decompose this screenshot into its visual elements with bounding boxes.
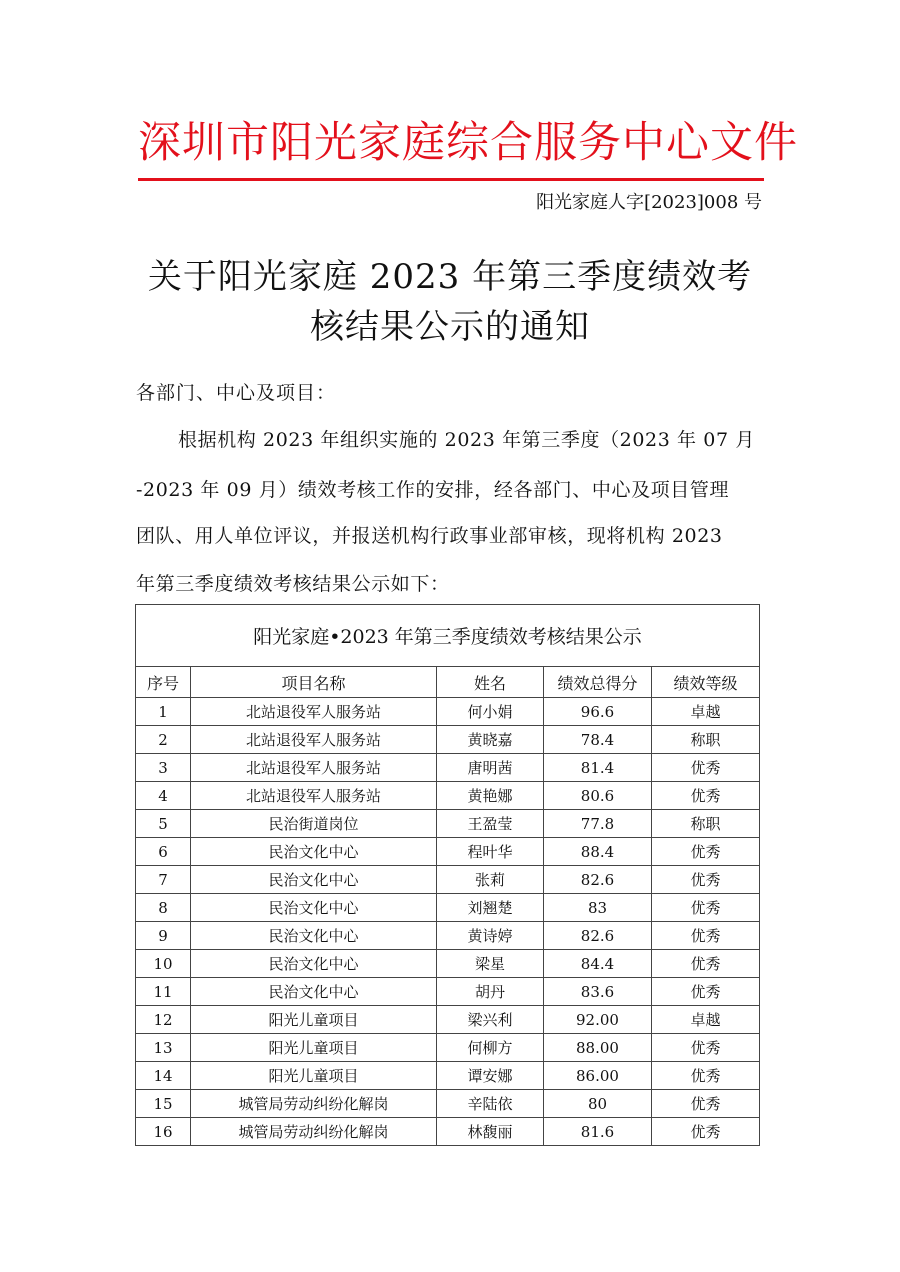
cell-name: 辛陆依 <box>437 1090 544 1118</box>
cell-score: 80.6 <box>544 782 652 810</box>
cell-index: 7 <box>136 866 191 894</box>
cell-grade: 优秀 <box>652 922 760 950</box>
cell-grade: 优秀 <box>652 782 760 810</box>
cell-project: 民治文化中心 <box>191 922 437 950</box>
notice-title-line-1: 关于阳光家庭 2023 年第三季度绩效考 <box>147 257 753 297</box>
cell-name: 梁兴利 <box>437 1006 544 1034</box>
table-header-row <box>136 667 760 698</box>
cell-index: 6 <box>136 838 191 866</box>
table-row <box>136 726 760 754</box>
cell-name: 胡丹 <box>437 978 544 1006</box>
cell-index: 8 <box>136 894 191 922</box>
salutation: 各部门、中心及项目： <box>136 382 337 404</box>
cell-score: 96.6 <box>544 698 652 726</box>
cell-project: 民治文化中心 <box>191 838 437 866</box>
cell-score: 88.00 <box>544 1034 652 1062</box>
cell-index: 14 <box>136 1062 191 1090</box>
column-header-name: 姓名 <box>437 667 544 698</box>
column-header-index: 序号 <box>136 667 191 698</box>
cell-index: 2 <box>136 726 191 754</box>
cell-grade: 优秀 <box>652 950 760 978</box>
cell-score: 80 <box>544 1090 652 1118</box>
body-paragraph-line-4: 年第三季度绩效考核结果公示如下： <box>136 573 450 595</box>
cell-grade: 卓越 <box>652 1006 760 1034</box>
cell-project: 北站退役军人服务站 <box>191 698 437 726</box>
cell-index: 16 <box>136 1118 191 1146</box>
cell-name: 程叶华 <box>437 838 544 866</box>
table-caption: 阳光家庭•2023 年第三季度绩效考核结果公示 <box>136 605 760 667</box>
cell-name: 黄诗婷 <box>437 922 544 950</box>
document-number: 阳光家庭人字[2023]008 号 <box>536 192 762 213</box>
table-row <box>136 978 760 1006</box>
table-row <box>136 1062 760 1090</box>
cell-grade: 优秀 <box>652 1034 760 1062</box>
table-row <box>136 1006 760 1034</box>
cell-name: 王盈莹 <box>437 810 544 838</box>
cell-project: 阳光儿童项目 <box>191 1062 437 1090</box>
table-row <box>136 1118 760 1146</box>
cell-grade: 优秀 <box>652 838 760 866</box>
cell-score: 81.4 <box>544 754 652 782</box>
table-row <box>136 922 760 950</box>
table-row <box>136 782 760 810</box>
cell-index: 11 <box>136 978 191 1006</box>
column-header-grade: 绩效等级 <box>652 667 760 698</box>
cell-name: 谭安娜 <box>437 1062 544 1090</box>
cell-grade: 优秀 <box>652 894 760 922</box>
cell-index: 13 <box>136 1034 191 1062</box>
table-row <box>136 950 760 978</box>
cell-project: 民治街道岗位 <box>191 810 437 838</box>
cell-project: 民治文化中心 <box>191 894 437 922</box>
cell-index: 12 <box>136 1006 191 1034</box>
column-header-score: 绩效总得分 <box>544 667 652 698</box>
notice-title-line-2: 核结果公示的通知 <box>310 307 590 347</box>
cell-score: 78.4 <box>544 726 652 754</box>
cell-index: 9 <box>136 922 191 950</box>
cell-grade: 称职 <box>652 810 760 838</box>
cell-score: 81.6 <box>544 1118 652 1146</box>
table-row <box>136 838 760 866</box>
cell-project: 城管局劳动纠纷化解岗 <box>191 1118 437 1146</box>
cell-score: 82.6 <box>544 922 652 950</box>
letterhead-title: 深圳市阳光家庭综合服务中心文件 <box>138 118 798 168</box>
cell-score: 88.4 <box>544 838 652 866</box>
cell-grade: 优秀 <box>652 1090 760 1118</box>
cell-grade: 优秀 <box>652 1062 760 1090</box>
cell-index: 3 <box>136 754 191 782</box>
cell-grade: 优秀 <box>652 978 760 1006</box>
cell-name: 唐明茜 <box>437 754 544 782</box>
cell-name: 梁星 <box>437 950 544 978</box>
body-paragraph-line-2: -2023 年 09 月）绩效考核工作的安排，经各部门、中心及项目管理 <box>136 479 730 501</box>
cell-project: 民治文化中心 <box>191 950 437 978</box>
cell-grade: 称职 <box>652 726 760 754</box>
cell-project: 北站退役军人服务站 <box>191 782 437 810</box>
table-row <box>136 754 760 782</box>
cell-name: 黄艳娜 <box>437 782 544 810</box>
cell-name: 黄晓嘉 <box>437 726 544 754</box>
cell-name: 林馥丽 <box>437 1118 544 1146</box>
cell-score: 86.00 <box>544 1062 652 1090</box>
cell-project: 城管局劳动纠纷化解岗 <box>191 1090 437 1118</box>
letterhead-red-rule <box>138 178 764 181</box>
cell-index: 4 <box>136 782 191 810</box>
table-row <box>136 894 760 922</box>
table-row <box>136 1034 760 1062</box>
table-row <box>136 810 760 838</box>
cell-grade: 优秀 <box>652 754 760 782</box>
table-row <box>136 698 760 726</box>
cell-grade: 卓越 <box>652 698 760 726</box>
body-paragraph-line-1: 根据机构 2023 年组织实施的 2023 年第三季度（2023 年 07 月 <box>178 429 755 451</box>
cell-project: 民治文化中心 <box>191 866 437 894</box>
cell-name: 何小娟 <box>437 698 544 726</box>
table-row <box>136 866 760 894</box>
cell-score: 82.6 <box>544 866 652 894</box>
cell-project: 民治文化中心 <box>191 978 437 1006</box>
cell-score: 83 <box>544 894 652 922</box>
cell-grade: 优秀 <box>652 866 760 894</box>
cell-score: 84.4 <box>544 950 652 978</box>
cell-grade: 优秀 <box>652 1118 760 1146</box>
cell-project: 北站退役军人服务站 <box>191 726 437 754</box>
cell-name: 刘翘楚 <box>437 894 544 922</box>
body-paragraph-line-3: 团队、用人单位评议，并报送机构行政事业部审核，现将机构 2023 <box>136 525 723 547</box>
results-table <box>135 604 760 1146</box>
cell-project: 北站退役军人服务站 <box>191 754 437 782</box>
column-header-project: 项目名称 <box>191 667 437 698</box>
cell-project: 阳光儿童项目 <box>191 1034 437 1062</box>
cell-index: 1 <box>136 698 191 726</box>
cell-name: 张莉 <box>437 866 544 894</box>
cell-score: 92.00 <box>544 1006 652 1034</box>
cell-index: 10 <box>136 950 191 978</box>
cell-score: 83.6 <box>544 978 652 1006</box>
table-row <box>136 1090 760 1118</box>
cell-score: 77.8 <box>544 810 652 838</box>
cell-index: 15 <box>136 1090 191 1118</box>
cell-project: 阳光儿童项目 <box>191 1006 437 1034</box>
cell-index: 5 <box>136 810 191 838</box>
cell-name: 何柳方 <box>437 1034 544 1062</box>
